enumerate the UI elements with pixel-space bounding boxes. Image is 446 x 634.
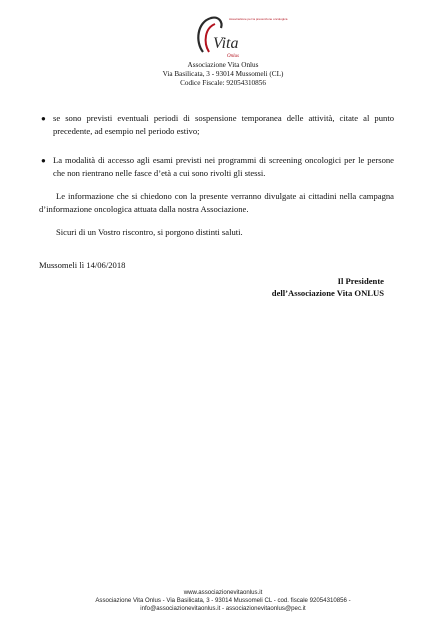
footer-emails: info@associazionevitaonlus.it - associazionevitaonlus@pec.it — [140, 605, 306, 612]
association-logo — [193, 12, 288, 60]
bullet-icon: ● — [41, 156, 46, 165]
bullet-icon: ● — [41, 114, 46, 123]
paragraph-text: Sicuri di un Vostro riscontro, si porgono distinti saluti. — [56, 227, 243, 237]
logo-script-text: Vita — [213, 35, 239, 52]
footer-address: Associazione Vita Onlus - Via Basilicata, 3 - 93014 Mussomeli CL - cod. fiscale 92054310856 - — [95, 597, 351, 604]
letterhead-name: Associazione Vita Onlus — [187, 61, 259, 69]
body-paragraph — [39, 190, 394, 217]
bullet-text: La modalità di accesso agli esami previsti nei programmi di screening oncologici per le persone che non rientrano nelle fasce d’età a cui sono rivolti gli stessi. — [53, 155, 394, 179]
bullet-item — [41, 154, 394, 181]
bullet-text: se sono previsti eventuali periodi di sospensione temporanea delle attività, citate al punto precedente, ad esempio nel periodo estivo; — [53, 113, 394, 137]
letterhead-tax-code: Codice Fiscale: 92054310856 — [180, 79, 266, 87]
logo-top-text: Associazione per la prevenzione oncologica — [229, 17, 288, 21]
footer-website: www.associazionevitaonlus.it — [183, 589, 263, 596]
paragraph-text: Le informazione che si chiedono con la presente verranno divulgate ai cittadini nella campagna d’informazione oncologica attuata dalla nostra Associazione. — [39, 191, 394, 215]
body-paragraph — [39, 226, 394, 239]
bullet-item — [41, 112, 394, 139]
signature-organization: dell’Associazione Vita ONLUS — [271, 288, 384, 298]
signature-title: Il Presidente — [337, 276, 384, 286]
letterhead-address: Via Basilicata, 3 - 93014 Mussomeli (CL) — [162, 70, 284, 78]
date-line: Mussomeli lì 14/06/2018 — [39, 260, 126, 270]
logo-sub-text: Onlus — [227, 54, 239, 59]
